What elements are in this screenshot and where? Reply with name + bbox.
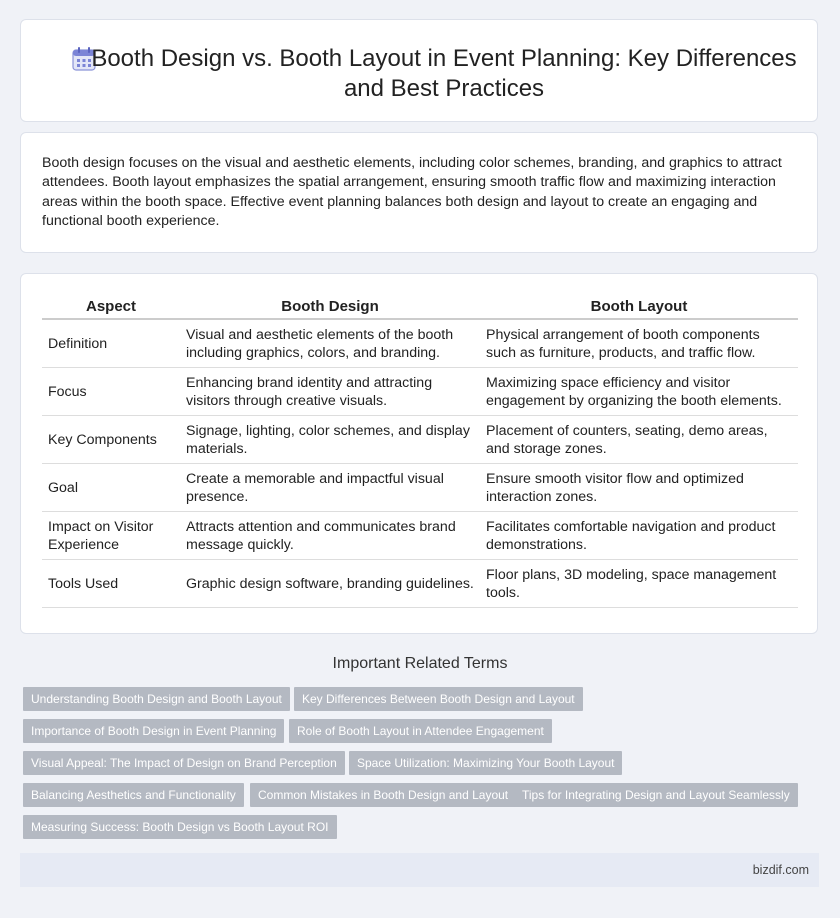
cell-layout: Physical arrangement of booth components such as furniture, products, and traffic flow. [480,319,798,368]
footer-site[interactable]: bizdif.com [752,863,809,877]
related-term-tag[interactable]: Visual Appeal: The Impact of Design on Brand Perception [23,751,345,775]
cell-layout: Facilitates comfortable navigation and product demonstrations. [480,512,798,560]
cell-aspect: Goal [42,464,180,512]
cell-design: Attracts attention and communicates brand message quickly. [180,512,480,560]
cell-aspect: Key Components [42,416,180,464]
table-row [42,416,798,464]
cell-design: Signage, lighting, color schemes, and display materials. [180,416,480,464]
related-term-tag[interactable]: Space Utilization: Maximizing Your Booth Layout [349,751,622,775]
cell-aspect: Definition [42,319,180,368]
cell-design: Graphic design software, branding guidelines. [180,560,480,608]
page-title: Booth Design vs. Booth Layout in Event Planning: Key Differences and Best Practices [91,45,797,102]
header-booth-design: Booth Design [180,296,480,319]
cell-aspect: Tools Used [42,560,180,608]
table-row [42,319,798,368]
related-term-tag[interactable]: Measuring Success: Booth Design vs Booth Layout ROI [23,815,337,839]
related-term-tag[interactable]: Role of Booth Layout in Attendee Engagement [289,719,552,743]
intro-text: Booth design focuses on the visual and aesthetic elements, including color schemes, branding, and graphics to attract attendees. Booth layout emphasizes the spatial arrangement, ensuring smooth traffic flow and maximizing interaction areas within the booth space. Effective event planning balances both design and layout to create an engaging and functional booth experience. [42,155,782,229]
header-aspect: Aspect [42,296,180,319]
related-term-tag[interactable]: Tips for Integrating Design and Layout Seamlessly [514,783,798,807]
footer [20,853,819,887]
table-header-row [42,296,798,319]
cell-aspect: Focus [42,368,180,416]
cell-design: Enhancing brand identity and attracting visitors through creative visuals. [180,368,480,416]
intro-card [20,132,818,253]
cell-design: Create a memorable and impactful visual presence. [180,464,480,512]
table-row [42,560,798,608]
cell-layout: Maximizing space efficiency and visitor engagement by organizing the booth elements. [480,368,798,416]
related-term-tag[interactable]: Understanding Booth Design and Booth Layout [23,687,290,711]
cell-layout: Ensure smooth visitor flow and optimized interaction zones. [480,464,798,512]
related-term-tag[interactable]: Balancing Aesthetics and Functionality [23,783,244,807]
comparison-card [20,273,818,634]
comparison-table [42,296,798,608]
table-row [42,464,798,512]
related-terms-title: Important Related Terms [332,655,508,672]
cell-aspect: Impact on Visitor Experience [42,512,180,560]
cell-design: Visual and aesthetic elements of the booth including graphics, colors, and branding. [180,319,480,368]
header-card [20,19,818,122]
cell-layout: Placement of counters, seating, demo areas, and storage zones. [480,416,798,464]
related-term-tag[interactable]: Common Mistakes in Booth Design and Layout [250,783,516,807]
related-term-tag[interactable]: Importance of Booth Design in Event Planning [23,719,284,743]
table-row [42,368,798,416]
cell-layout: Floor plans, 3D modeling, space management tools. [480,560,798,608]
table-row [42,512,798,560]
related-term-tag[interactable]: Key Differences Between Booth Design and Layout [294,687,583,711]
header-booth-layout: Booth Layout [480,296,798,319]
